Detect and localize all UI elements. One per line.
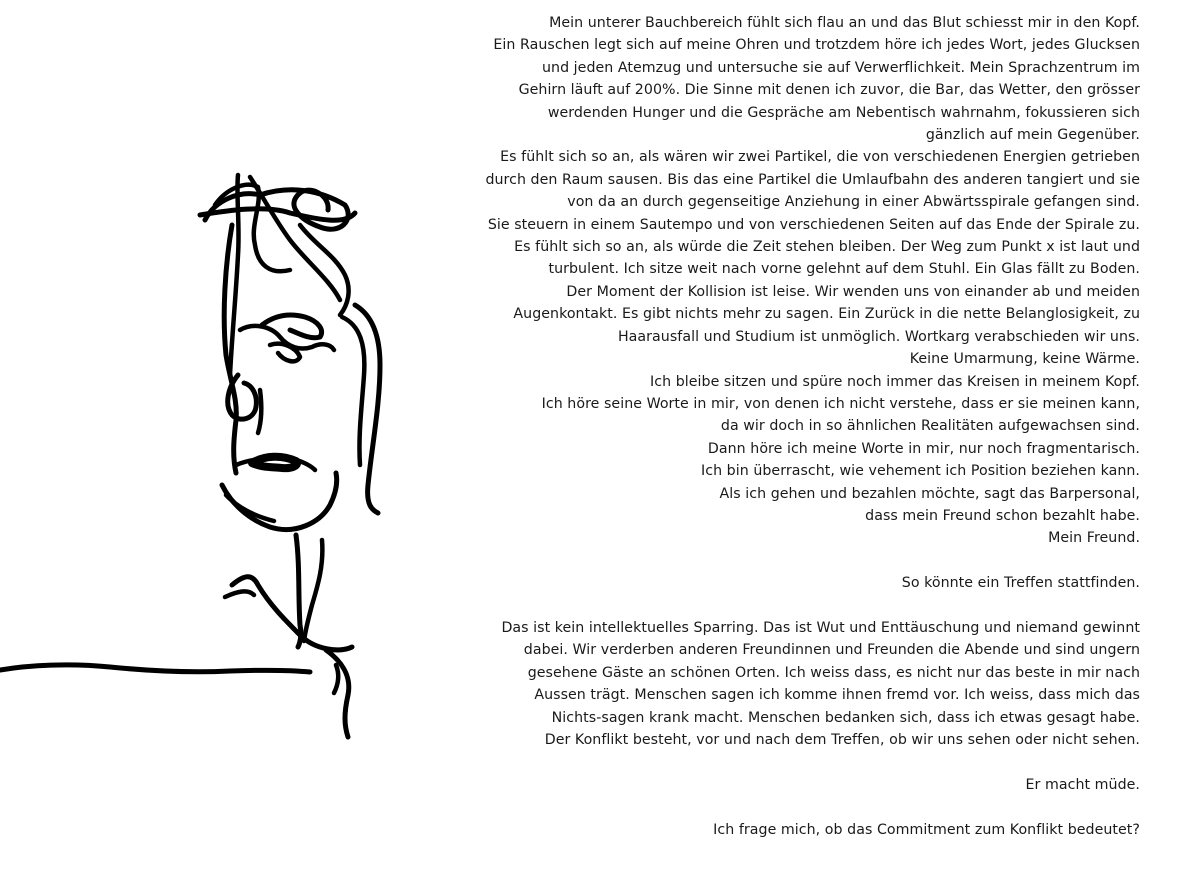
text-line: Das ist kein intellektuelles Sparring. Das ist Wut und Enttäuschung und niemand gewinnt: [501, 619, 1140, 636]
text-line: dass mein Freund schon bezahlt habe.: [865, 507, 1140, 524]
text-line: gesehene Gäste an schönen Orten. Ich weiss dass, es nicht nur das beste in mir nach: [527, 664, 1140, 681]
text-line: Ich bleibe sitzen und spüre noch immer das Kreisen in meinem Kopf.: [650, 373, 1140, 390]
text-line: Mein unterer Bauchbereich fühlt sich flau an und das Blut schiesst mir in den Kopf.: [549, 15, 1140, 31]
text-line: Ich höre seine Worte in mir, von denen ich nicht verstehe, dass er sie meinen kann,: [541, 395, 1140, 412]
paragraph-gap: [400, 595, 1140, 617]
text-line: Nichts-sagen krank macht. Menschen bedanken sich, dass ich etwas gesagt habe.: [551, 709, 1140, 726]
text-line: Es fühlt sich so an, als wären wir zwei Partikel, die von verschiedenen Energien getrieben: [500, 149, 1140, 166]
text-line: So könnte ein Treffen stattfinden.: [901, 575, 1140, 592]
text-line: von da an durch gegenseitige Anziehung in einer Abwärtsspirale gefangen sind.: [567, 194, 1140, 211]
text-line: Als ich gehen und bezahlen möchte, sagt das Barpersonal,: [719, 485, 1140, 502]
text-line: werdenden Hunger und die Gespräche am Nebentisch wahrnahm, fokussieren sich: [547, 104, 1140, 121]
text-line: Aussen trägt. Menschen sagen ich komme ihnen fremd vor. Ich weiss, dass mich das: [534, 687, 1140, 704]
text-line: durch den Raum sausen. Bis das eine Partikel die Umlaufbahn des anderen tangiert und sie: [485, 171, 1140, 188]
poem-text-column: [400, 12, 1140, 841]
text-line: Ich bin überrascht, wie vehement ich Position beziehen kann.: [700, 463, 1140, 480]
text-line: Es fühlt sich so an, als würde die Zeit stehen bleiben. Der Weg zum Punkt x ist laut und: [514, 239, 1140, 256]
text-line: Gehirn läuft auf 200%. Die Sinne mit denen ich zuvor, die Bar, das Wetter, den grösser: [518, 82, 1140, 99]
text-line: Mein Freund.: [1048, 530, 1140, 547]
text-line: Er macht müde.: [1025, 776, 1140, 793]
paragraph-gap: [400, 751, 1140, 773]
text-line: Der Moment der Kollision ist leise. Wir wenden uns von einander ab und meiden: [566, 283, 1140, 300]
text-line: Sie steuern in einem Sautempo und von verschiedenen Seiten auf das Ende der Spirale zu.: [487, 216, 1140, 233]
paragraph-gap: [400, 550, 1140, 572]
portrait-sketch-icon: [0, 165, 400, 745]
text-line: gänzlich auf mein Gegenüber.: [925, 127, 1140, 144]
text-line: Augenkontakt. Es gibt nichts mehr zu sagen. Ein Zurück in die nette Belanglosigkeit, zu: [513, 306, 1140, 323]
text-line: Haarausfall und Studium ist unmöglich. Wortkarg verabschieden wir uns.: [617, 328, 1140, 345]
paragraph-gap: [400, 796, 1140, 818]
text-line: Ich frage mich, ob das Commitment zum Konflikt bedeutet?: [713, 821, 1140, 838]
text-line: Der Konflikt besteht, vor und nach dem Treffen, ob wir uns sehen oder nicht sehen.: [544, 731, 1140, 748]
text-line: Keine Umarmung, keine Wärme.: [909, 351, 1140, 368]
text-line: dabei. Wir verderben anderen Freundinnen und Freunden die Abende und sind ungern: [523, 642, 1140, 659]
text-line: turbulent. Ich sitze weit nach vorne gelehnt auf dem Stuhl. Ein Glas fällt zu Boden.: [548, 261, 1140, 278]
text-line: und jeden Atemzug und untersuche sie auf Verwerflichkeit. Mein Sprachzentrum im: [541, 59, 1140, 76]
text-line: Ein Rauschen legt sich auf meine Ohren und trotzdem höre ich jedes Wort, jedes Glucksen: [493, 37, 1140, 54]
text-line: da wir doch in so ähnlichen Realitäten aufgewachsen sind.: [720, 418, 1140, 435]
text-line: Dann höre ich meine Worte in mir, nur noch fragmentarisch.: [707, 440, 1140, 457]
